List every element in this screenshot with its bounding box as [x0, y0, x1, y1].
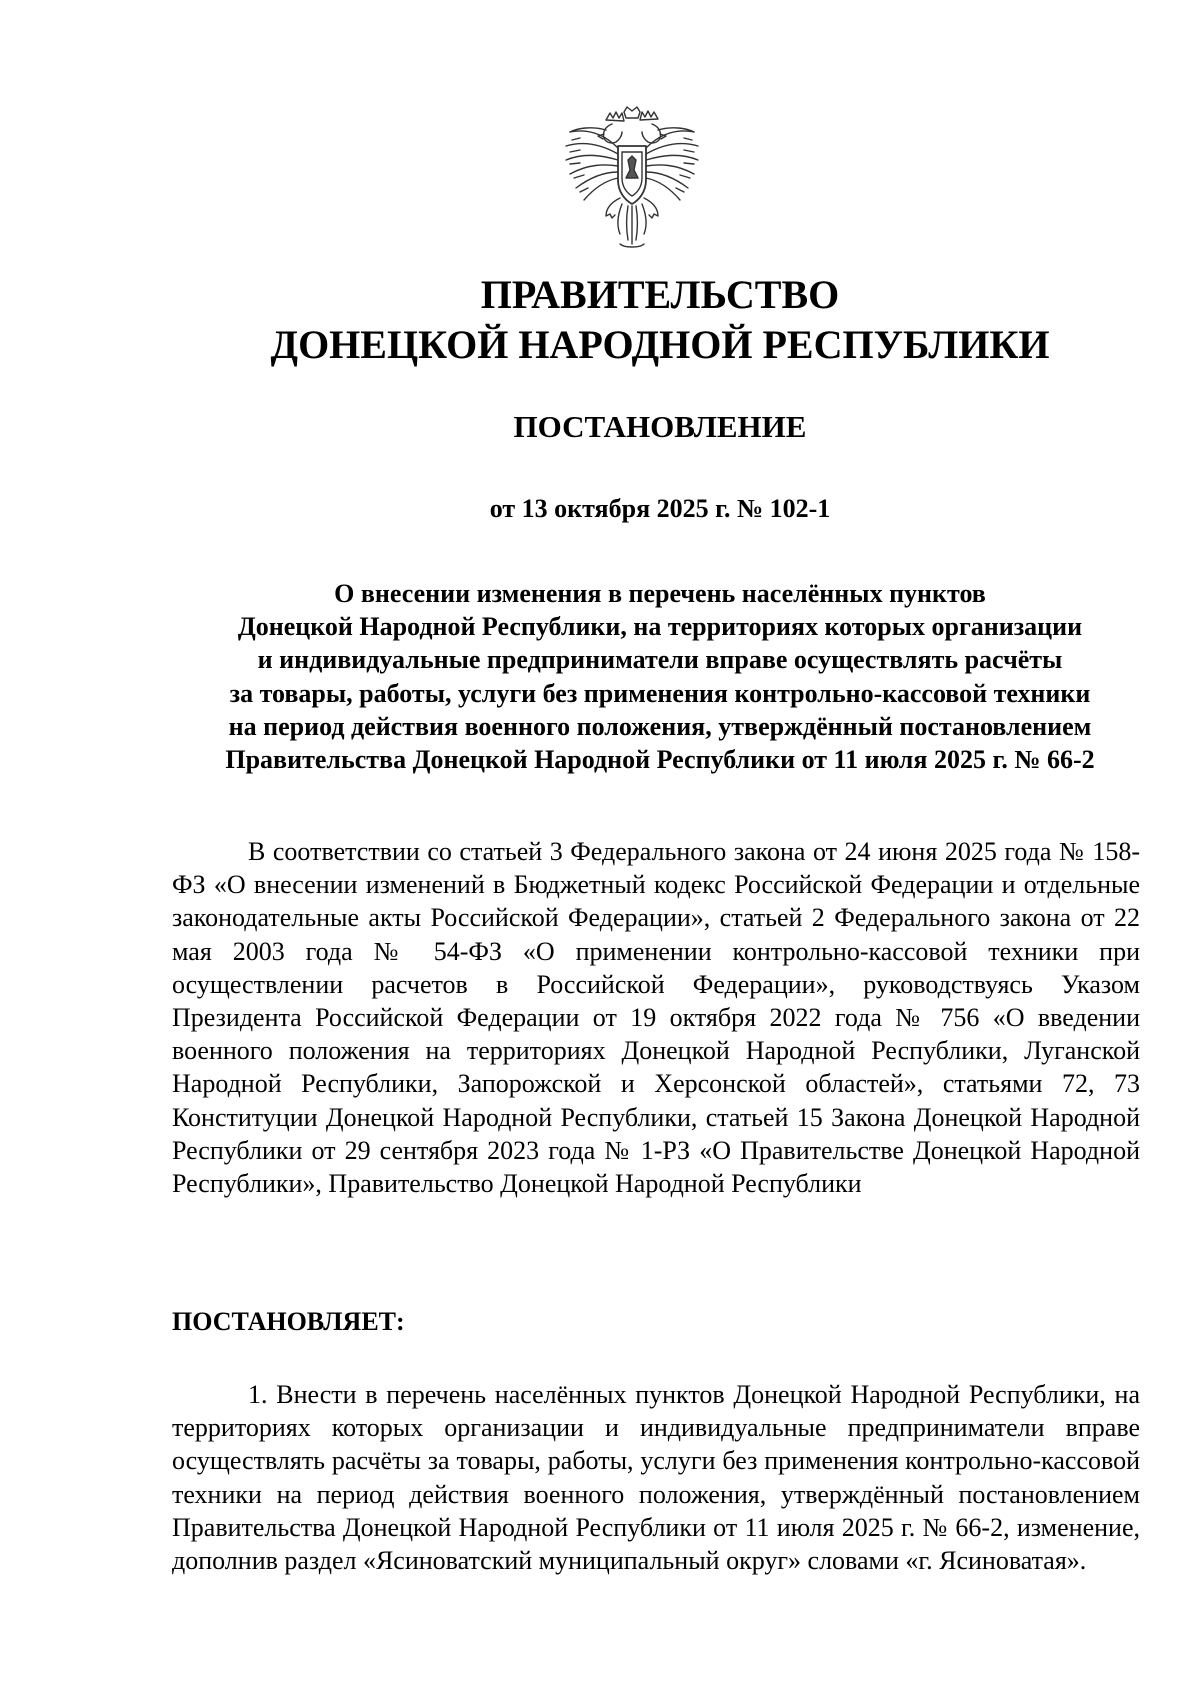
decree-heading: ПОСТАНОВЛЯЕТ: [172, 1307, 405, 1336]
subject-line-2: Донецкой Народной Республики, на территориях которых организации [237, 612, 1083, 642]
preamble-paragraph: В соответствии со статьей 3 Федерального закона от 24 июня 2025 года № 158-ФЗ «О внесении изменений в Бюджетный кодекс Российской Федерации и отдельные законодательные акты Российской Федерации», статьей 2 Федерального закона от 22 мая 2003 года № 54-ФЗ «О применении контрольно-кассовой техники при осуществлении расчетов в Российской Федерации», руководствуясь Указом Президента Российской Федерации от 19 октября 2022 года № 756 «О введении военного положения на территориях Донецкой Народной Республики, Луганской Народной Республики, Запорожской и Херсонской областей», статьями 72, 73 Конституции Донецкой Народной Республики, статьей 15 Закона Донецкой Народной Республики от 29 сентября 2023 года № 1-РЗ «О Правительстве Донецкой Народной Республики», Правительство Донецкой Народной Республики [172, 837, 1140, 1199]
subject-line-1: О внесении изменения в перечень населённых пунктов [334, 579, 986, 608]
decree-item-1: 1. Внести в перечень населённых пунктов Донецкой Народной Республики, на территориях которых организации и индивидуальные предприниматели вправе осуществлять расчёты за товары, работы, услуги без применения контрольно-кассовой техники на период действия военного положения, утверждённый постановлением Правительства Донецкой Народной Республики от 11 июля 2025 г. № 66-2, изменение, дополнив раздел «Ясиноватский муниципальный округ» словами «г. Ясиноватая». [172, 1380, 1140, 1576]
document-subject [120, 577, 1200, 776]
subject-line-3: и индивидуальные предприниматели вправе осуществлять расчёты [257, 645, 1063, 675]
government-title-line-1: ПРАВИТЕЛЬСТВО [480, 272, 840, 317]
document-date-number: от 13 октября 2025 г. № 102-1 [489, 494, 831, 523]
subject-line-5: на период действия военного положения, утверждённый постановлением [228, 711, 1092, 741]
document-type: ПОСТАНОВЛЕНИЕ [513, 409, 807, 444]
subject-line-4: за товары, работы, услуги без применения контрольно-кассовой техники [229, 678, 1091, 708]
coat-of-arms-emblem [562, 106, 702, 256]
subject-line-6: Правительства Донецкой Народной Республики от 11 июля 2025 г. № 66-2 [225, 745, 1095, 775]
government-title [120, 270, 1200, 370]
government-title-line-2: ДОНЕЦКОЙ НАРОДНОЙ РЕСПУБЛИКИ [270, 322, 1050, 367]
